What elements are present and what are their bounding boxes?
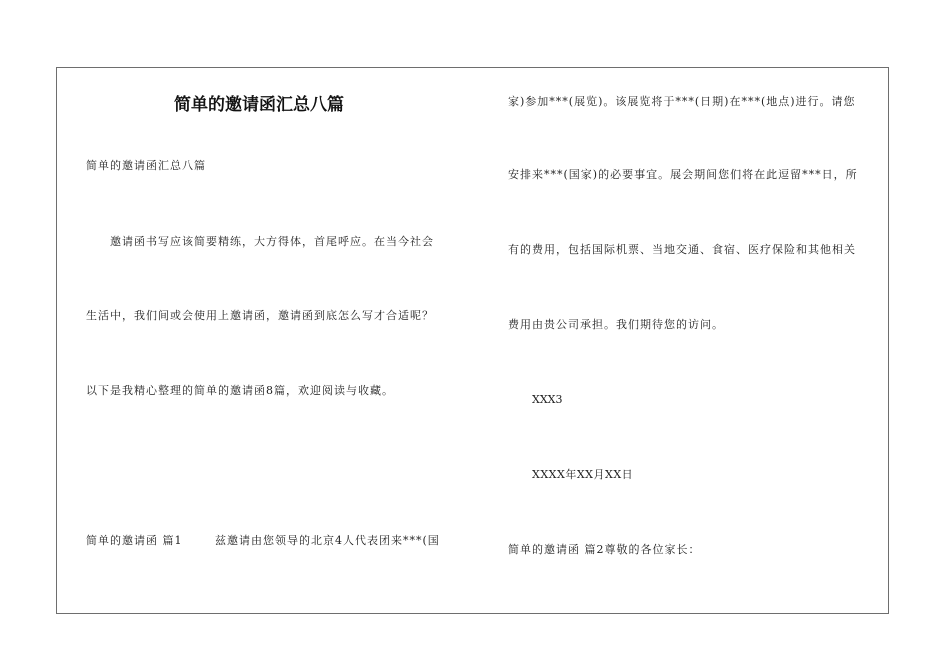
page-frame [56,67,889,614]
paragraph-line: 安排来***(国家)的必要事宜。展会期间您们将在此逗留***日，所 [508,168,858,181]
subtitle: 简单的邀请函汇总八篇 [86,159,206,172]
paragraph-line: 费用由贵公司承担。我们期待您的访问。 [508,318,724,331]
letter-date: XXXX年XX月XX日 [532,468,634,481]
signature: XXX3 [532,393,563,406]
paragraph-line: 兹邀请由您领导的北京4人代表团来***(国 [215,534,440,547]
paragraph-line: 家)参加***(展览)。该展览将于***(日期)在***(地点)进行。请您 [508,95,856,108]
paragraph-line: 有的费用，包括国际机票、当地交通、食宿、医疗保险和其他相关 [508,243,856,256]
document-title: 简单的邀请函汇总八篇 [174,95,344,115]
paragraph-line: 生活中，我们间或会使用上邀请函，邀请函到底怎么写才合适呢？ [86,309,434,322]
paragraph-line: 以下是我精心整理的简单的邀请函8篇，欢迎阅读与收藏。 [86,384,394,397]
paragraph-line: 邀请函书写应该简要精练，大方得体，首尾呼应。在当今社会 [110,235,434,248]
letter1-heading: 简单的邀请函 篇1 [86,534,183,547]
letter2-heading: 简单的邀请函 篇2尊敬的各位家长： [508,543,701,556]
